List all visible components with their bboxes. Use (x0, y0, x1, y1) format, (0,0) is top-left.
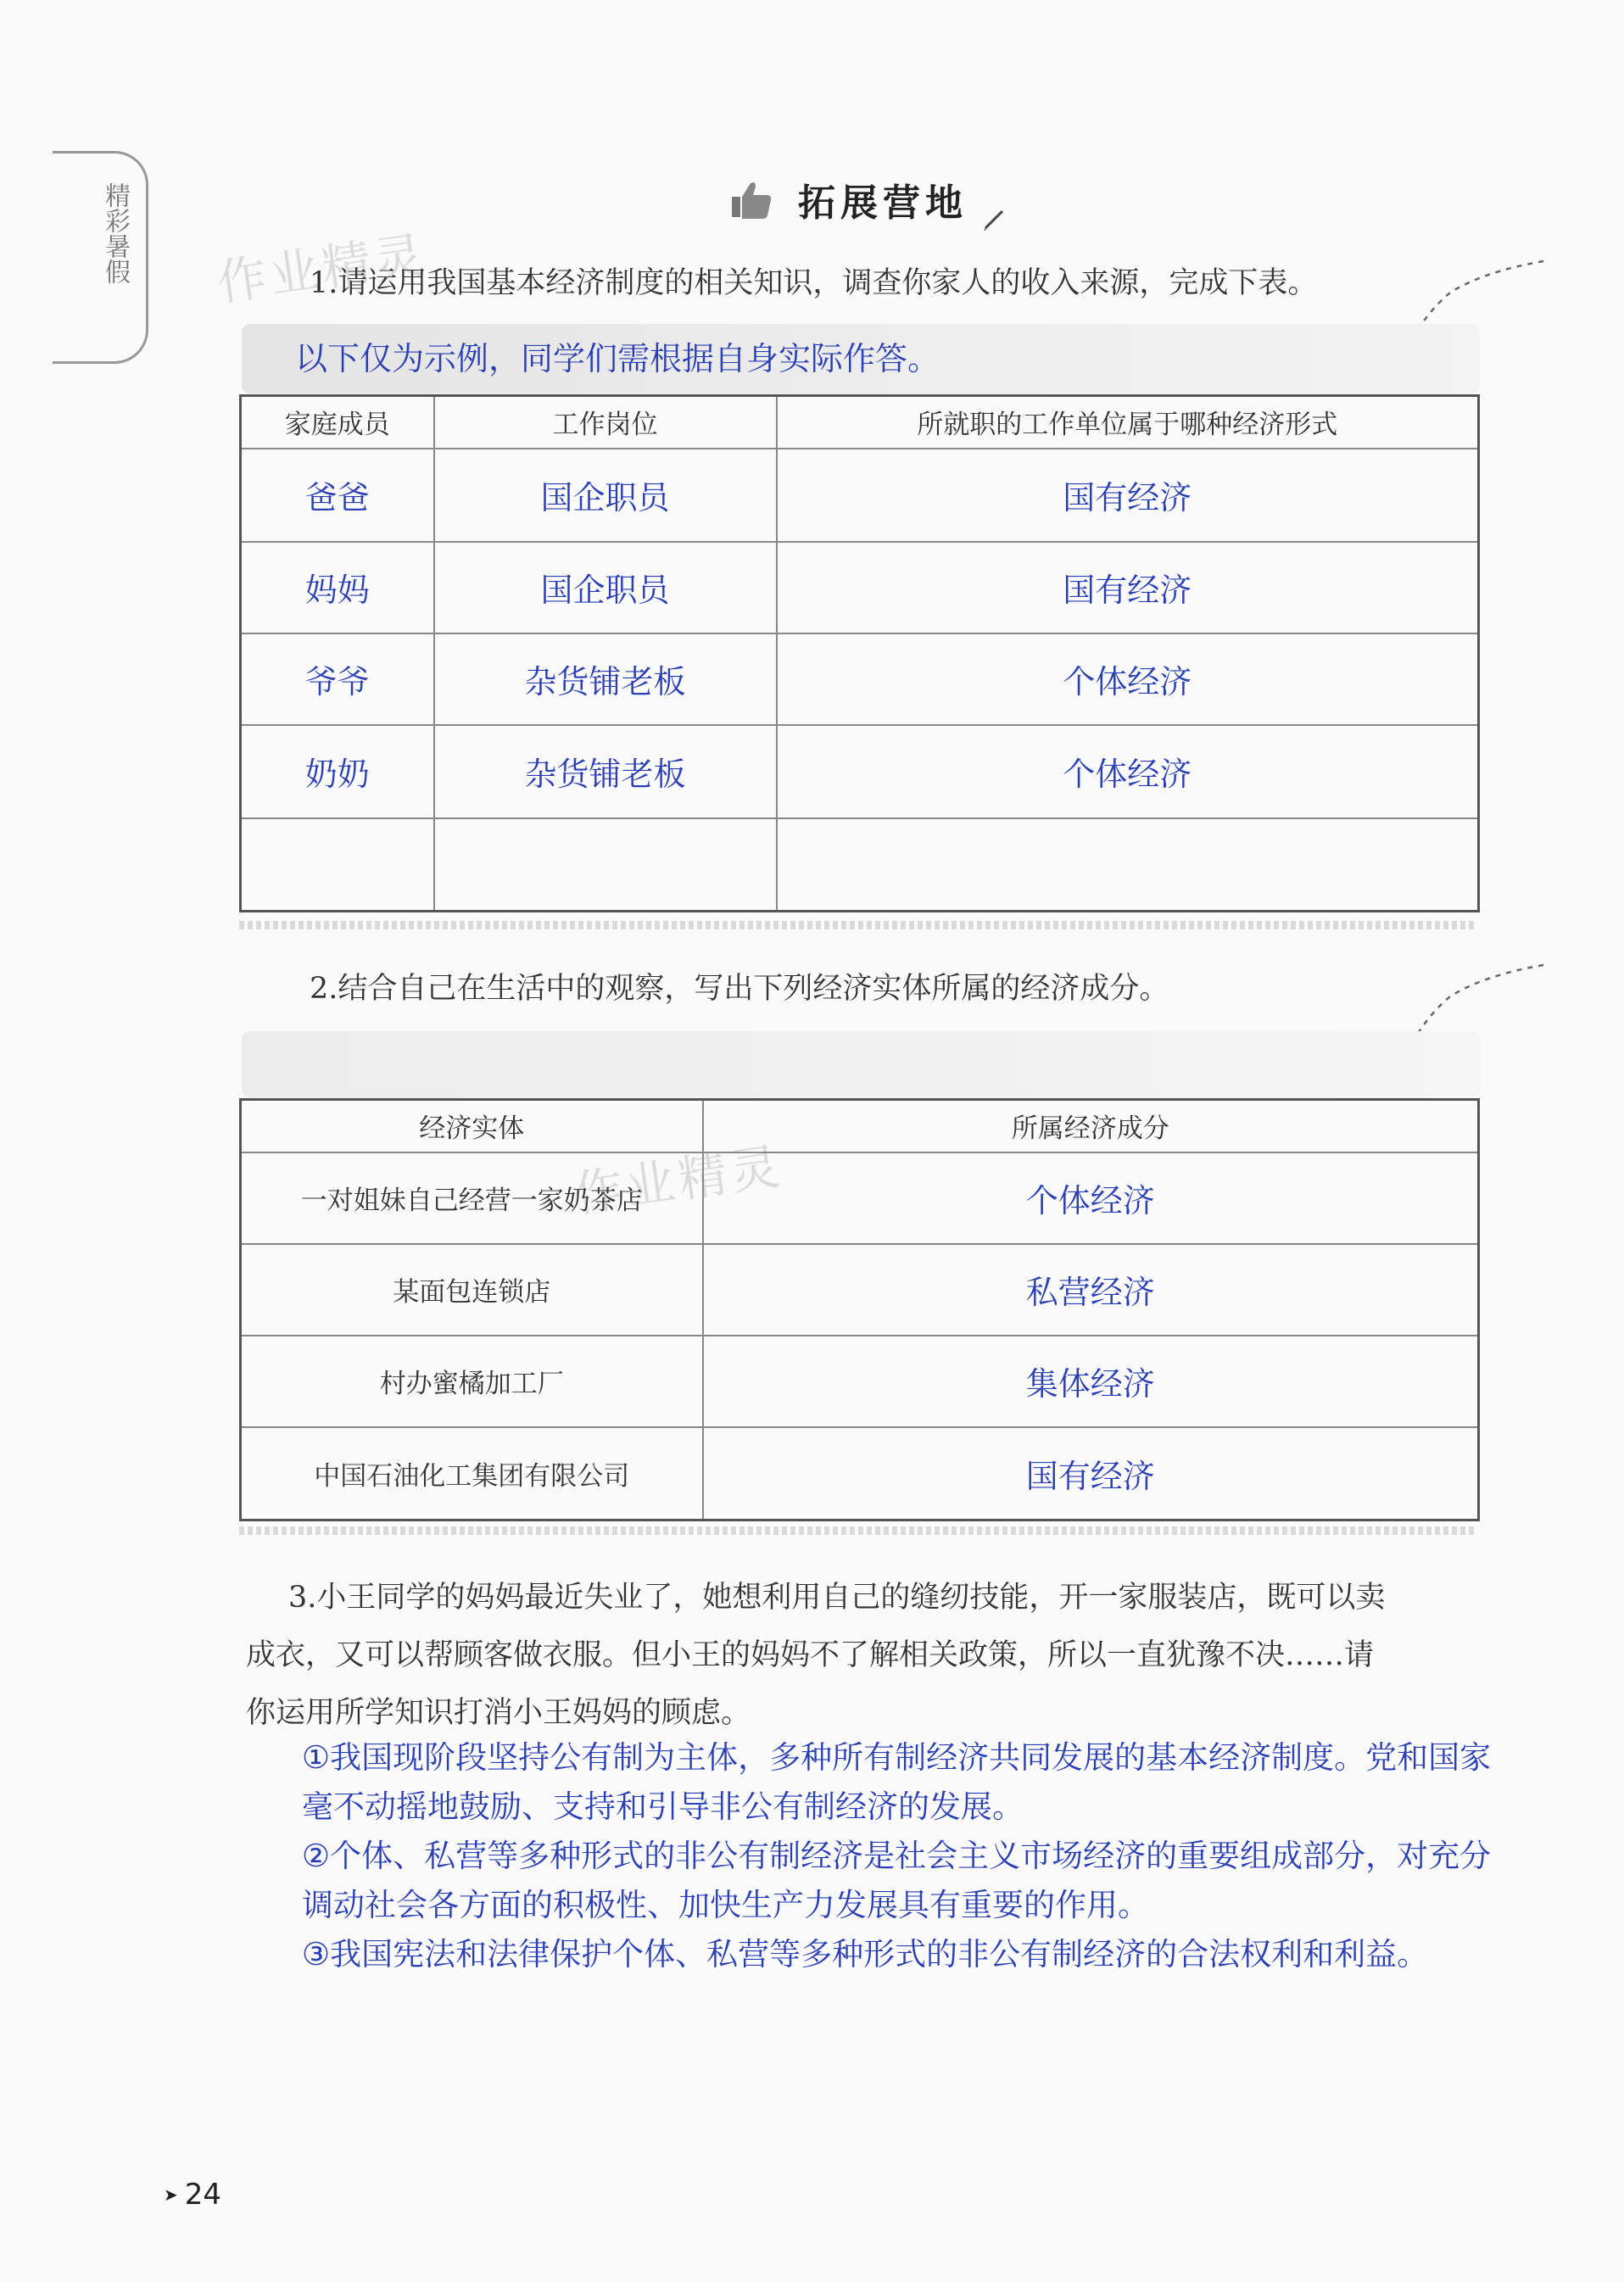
table-row-empty (241, 818, 1479, 912)
table-row (241, 1427, 1479, 1520)
column-header: 家庭成员 (241, 396, 434, 449)
economic-form-cell: 国有经济 (777, 449, 1479, 542)
table-row (241, 542, 1479, 633)
column-header: 经济实体 (241, 1100, 703, 1152)
family-member-cell (241, 818, 434, 912)
table-row (241, 1152, 1479, 1244)
economic-entity-table (239, 1098, 1480, 1521)
family-member-cell: 爸爸 (241, 449, 434, 542)
family-member-cell: 爷爷 (241, 633, 434, 725)
job-position-cell: 杂货铺老板 (434, 725, 777, 818)
question-3-answer (302, 1733, 1506, 1979)
entity-cell: 某面包连锁店 (241, 1244, 703, 1336)
thumbs-up-icon (725, 178, 776, 220)
entity-cell: 村办蜜橘加工厂 (241, 1336, 703, 1427)
page-number (164, 2178, 221, 2212)
section-banner (242, 1031, 1480, 1097)
job-position-cell: 国企职员 (434, 449, 777, 542)
job-position-cell (434, 818, 777, 912)
page-number-text: 24 (184, 2178, 222, 2212)
example-note: 以下仅为示例，同学们需根据自身实际作答。 (295, 340, 940, 377)
pen-icon (982, 206, 1007, 232)
arrow-icon: ➤ (164, 2184, 178, 2205)
family-member-cell: 奶奶 (241, 725, 434, 818)
table-row (241, 633, 1479, 725)
table-header-row (241, 1100, 1479, 1152)
economic-form-cell (777, 818, 1479, 912)
economic-form-cell: 国有经济 (777, 542, 1479, 633)
question-2-prompt: 2.结合自己在生活中的观察，写出下列经济实体所属的经济成分。 (310, 972, 1169, 1006)
economic-component-cell: 私营经济 (703, 1244, 1479, 1336)
family-income-table (239, 394, 1480, 912)
entity-cell: 中国石油化工集团有限公司 (241, 1427, 703, 1520)
table-row (241, 1244, 1479, 1336)
economic-component-cell: 个体经济 (703, 1152, 1479, 1244)
watermark: 作业精灵 (570, 1137, 787, 1224)
table-row (241, 1336, 1479, 1427)
answer-paragraph: ③我国宪法和法律保护个体、私营等多种形式的非公有制经济的合法权利和利益。 (302, 1936, 1429, 1972)
economic-component-cell: 集体经济 (703, 1336, 1479, 1427)
question-3-prompt-line: 3.小王同学的妈妈最近失业了，她想利用自己的缝纫技能，开一家服装店，既可以卖 (288, 1581, 1386, 1615)
economic-form-cell: 个体经济 (777, 725, 1479, 818)
table-row (241, 725, 1479, 818)
table-row (241, 449, 1479, 542)
question-3-prompt-line: 你运用所学知识打消小王妈妈的顾虑。 (246, 1696, 751, 1730)
economic-component-cell: 国有经济 (703, 1427, 1479, 1520)
table-header-row (241, 396, 1479, 449)
table-shadow (239, 921, 1477, 929)
question-3-prompt-line: 成衣，又可以帮顾客做衣服。但小王的妈妈不了解相关政策，所以一直犹豫不决……请 (246, 1638, 1375, 1672)
section-title-text: 拓展营地 (798, 181, 968, 225)
section-title (725, 170, 968, 229)
side-tab-label: 精彩暑假 (100, 182, 130, 284)
watermark: 作业精灵 (214, 226, 431, 312)
answer-paragraph: ②个体、私营等多种形式的非公有制经济是社会主义市场经济的重要组成部分，对充分调动社会各方面的积极性、加快生产力发展具有重要的作用。 (302, 1838, 1492, 1923)
job-position-cell: 杂货铺老板 (434, 633, 777, 725)
answer-paragraph: ①我国现阶段坚持公有制为主体，多种所有制经济共同发展的基本经济制度。党和国家毫不动摇地鼓励、支持和引导非公有制经济的发展。 (302, 1739, 1492, 1825)
entity-cell: 一对姐妹自己经营一家奶茶店 (241, 1152, 703, 1244)
column-header: 工作岗位 (434, 396, 777, 449)
job-position-cell: 国企职员 (434, 542, 777, 633)
economic-form-cell: 个体经济 (777, 633, 1479, 725)
family-member-cell: 妈妈 (241, 542, 434, 633)
question-1-prompt: 1.请运用我国基本经济制度的相关知识，调查你家人的收入来源，完成下表。 (310, 266, 1318, 300)
table-shadow (239, 1526, 1477, 1535)
column-header: 所就职的工作单位属于哪种经济形式 (777, 396, 1479, 449)
column-header: 所属经济成分 (703, 1100, 1479, 1152)
